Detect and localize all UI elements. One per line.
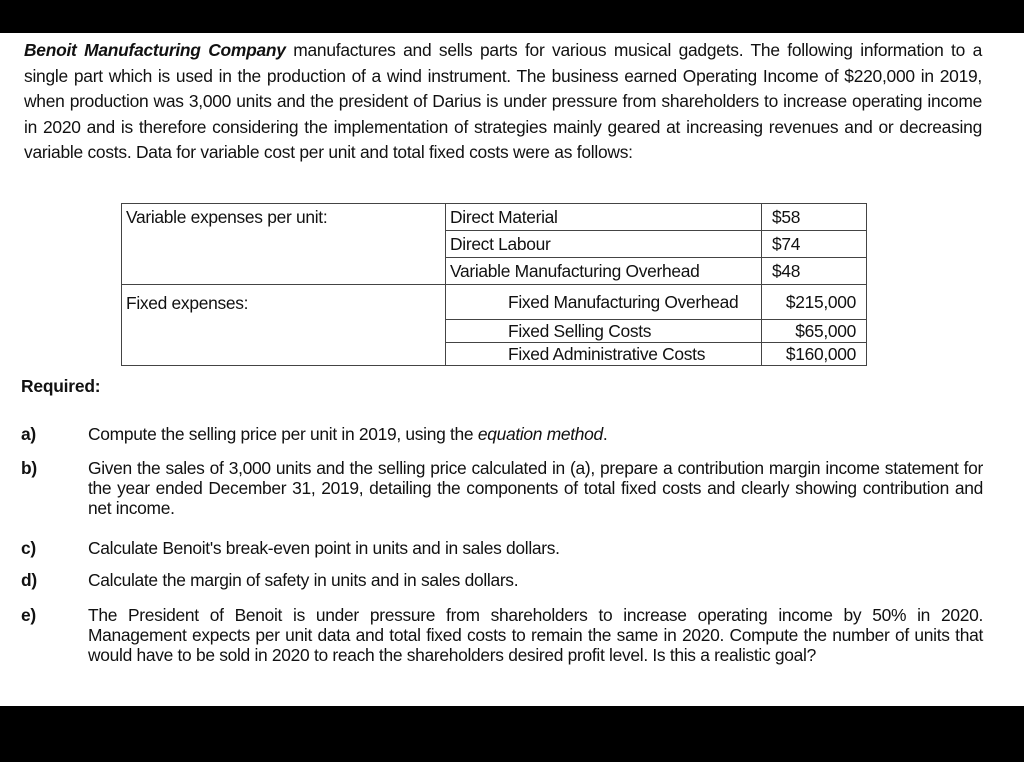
table-row: [122, 343, 867, 366]
fixed-expenses-label: Fixed expenses:: [122, 285, 446, 320]
intro-text: manufactures and sells parts for various musical gadgets. The following information to a single part which is used in the production of a wind instrument. The business earned Operating Income of $220,000 in 2019, when production was 3,000 units and the president of Darius is under pressure from shareholders to increase operating income in 2020 and is therefore considering the implementation of strategies mainly geared at increasing revenues and or decreasing variable costs. Data for variable cost per unit and total fixed costs were as follows:: [24, 40, 982, 163]
question-letter: a): [21, 424, 36, 444]
fixed-item-amount: $65,000: [762, 320, 867, 343]
variable-item-amount: $48: [762, 258, 867, 285]
question-text: Calculate the margin of safety in units and in sales dollars.: [88, 570, 519, 590]
intro-paragraph: [24, 38, 982, 166]
required-heading: Required:: [21, 376, 101, 396]
fixed-item-amount: $160,000: [762, 343, 867, 366]
empty-cell: [122, 258, 446, 285]
question-text: Calculate Benoit's break-even point in units and in sales dollars.: [88, 538, 560, 558]
table-row: [122, 204, 867, 231]
table-row: [122, 258, 867, 285]
variable-item-name: Variable Manufacturing Overhead: [446, 258, 762, 285]
question-e: [21, 605, 983, 665]
empty-cell: [122, 343, 446, 366]
variable-item-name: Direct Labour: [446, 231, 762, 258]
question-text: Given the sales of 3,000 units and the selling price calculated in (a), prepare a contribution margin income statement for the year ended December 31, 2019, detailing the components of total fixed costs and clearly showing contribution and net income.: [88, 458, 983, 518]
question-emphasis: equation method: [477, 424, 603, 444]
variable-expenses-label: Variable expenses per unit:: [122, 204, 446, 231]
fixed-item-amount: $215,000: [762, 285, 867, 320]
fixed-item-name: Fixed Administrative Costs: [446, 343, 762, 366]
table-row: [122, 285, 867, 320]
question-b: [21, 458, 983, 518]
empty-cell: [122, 320, 446, 343]
cost-table: [121, 203, 867, 366]
question-letter: b): [21, 458, 37, 478]
question-c: [21, 538, 983, 558]
table-row: [122, 320, 867, 343]
question-a: [21, 424, 983, 444]
question-text: [88, 424, 983, 444]
fixed-item-name: Fixed Manufacturing Overhead: [446, 285, 762, 320]
question-text-part: Compute the selling price per unit in 2019, using the: [88, 424, 478, 444]
variable-item-name: Direct Material: [446, 204, 762, 231]
table-row: [122, 231, 867, 258]
question-letter: c): [21, 538, 36, 558]
variable-item-amount: $74: [762, 231, 867, 258]
document-page: [0, 33, 1024, 706]
empty-cell: [122, 231, 446, 258]
question-letter: d): [21, 570, 37, 590]
variable-item-amount: $58: [762, 204, 867, 231]
fixed-item-name: Fixed Selling Costs: [446, 320, 762, 343]
question-text: The President of Benoit is under pressure from shareholders to increase operating income by 50% in 2020. Management expects per unit data and total fixed costs to remain the same in 2020. Compute the number of units that would have to be sold in 2020 to reach the shareholders desired profit level. Is this a realistic goal?: [88, 605, 983, 665]
question-letter: e): [21, 605, 36, 625]
question-text-part: .: [602, 424, 608, 444]
question-d: [21, 570, 983, 590]
company-name: Benoit Manufacturing Company: [24, 40, 286, 60]
